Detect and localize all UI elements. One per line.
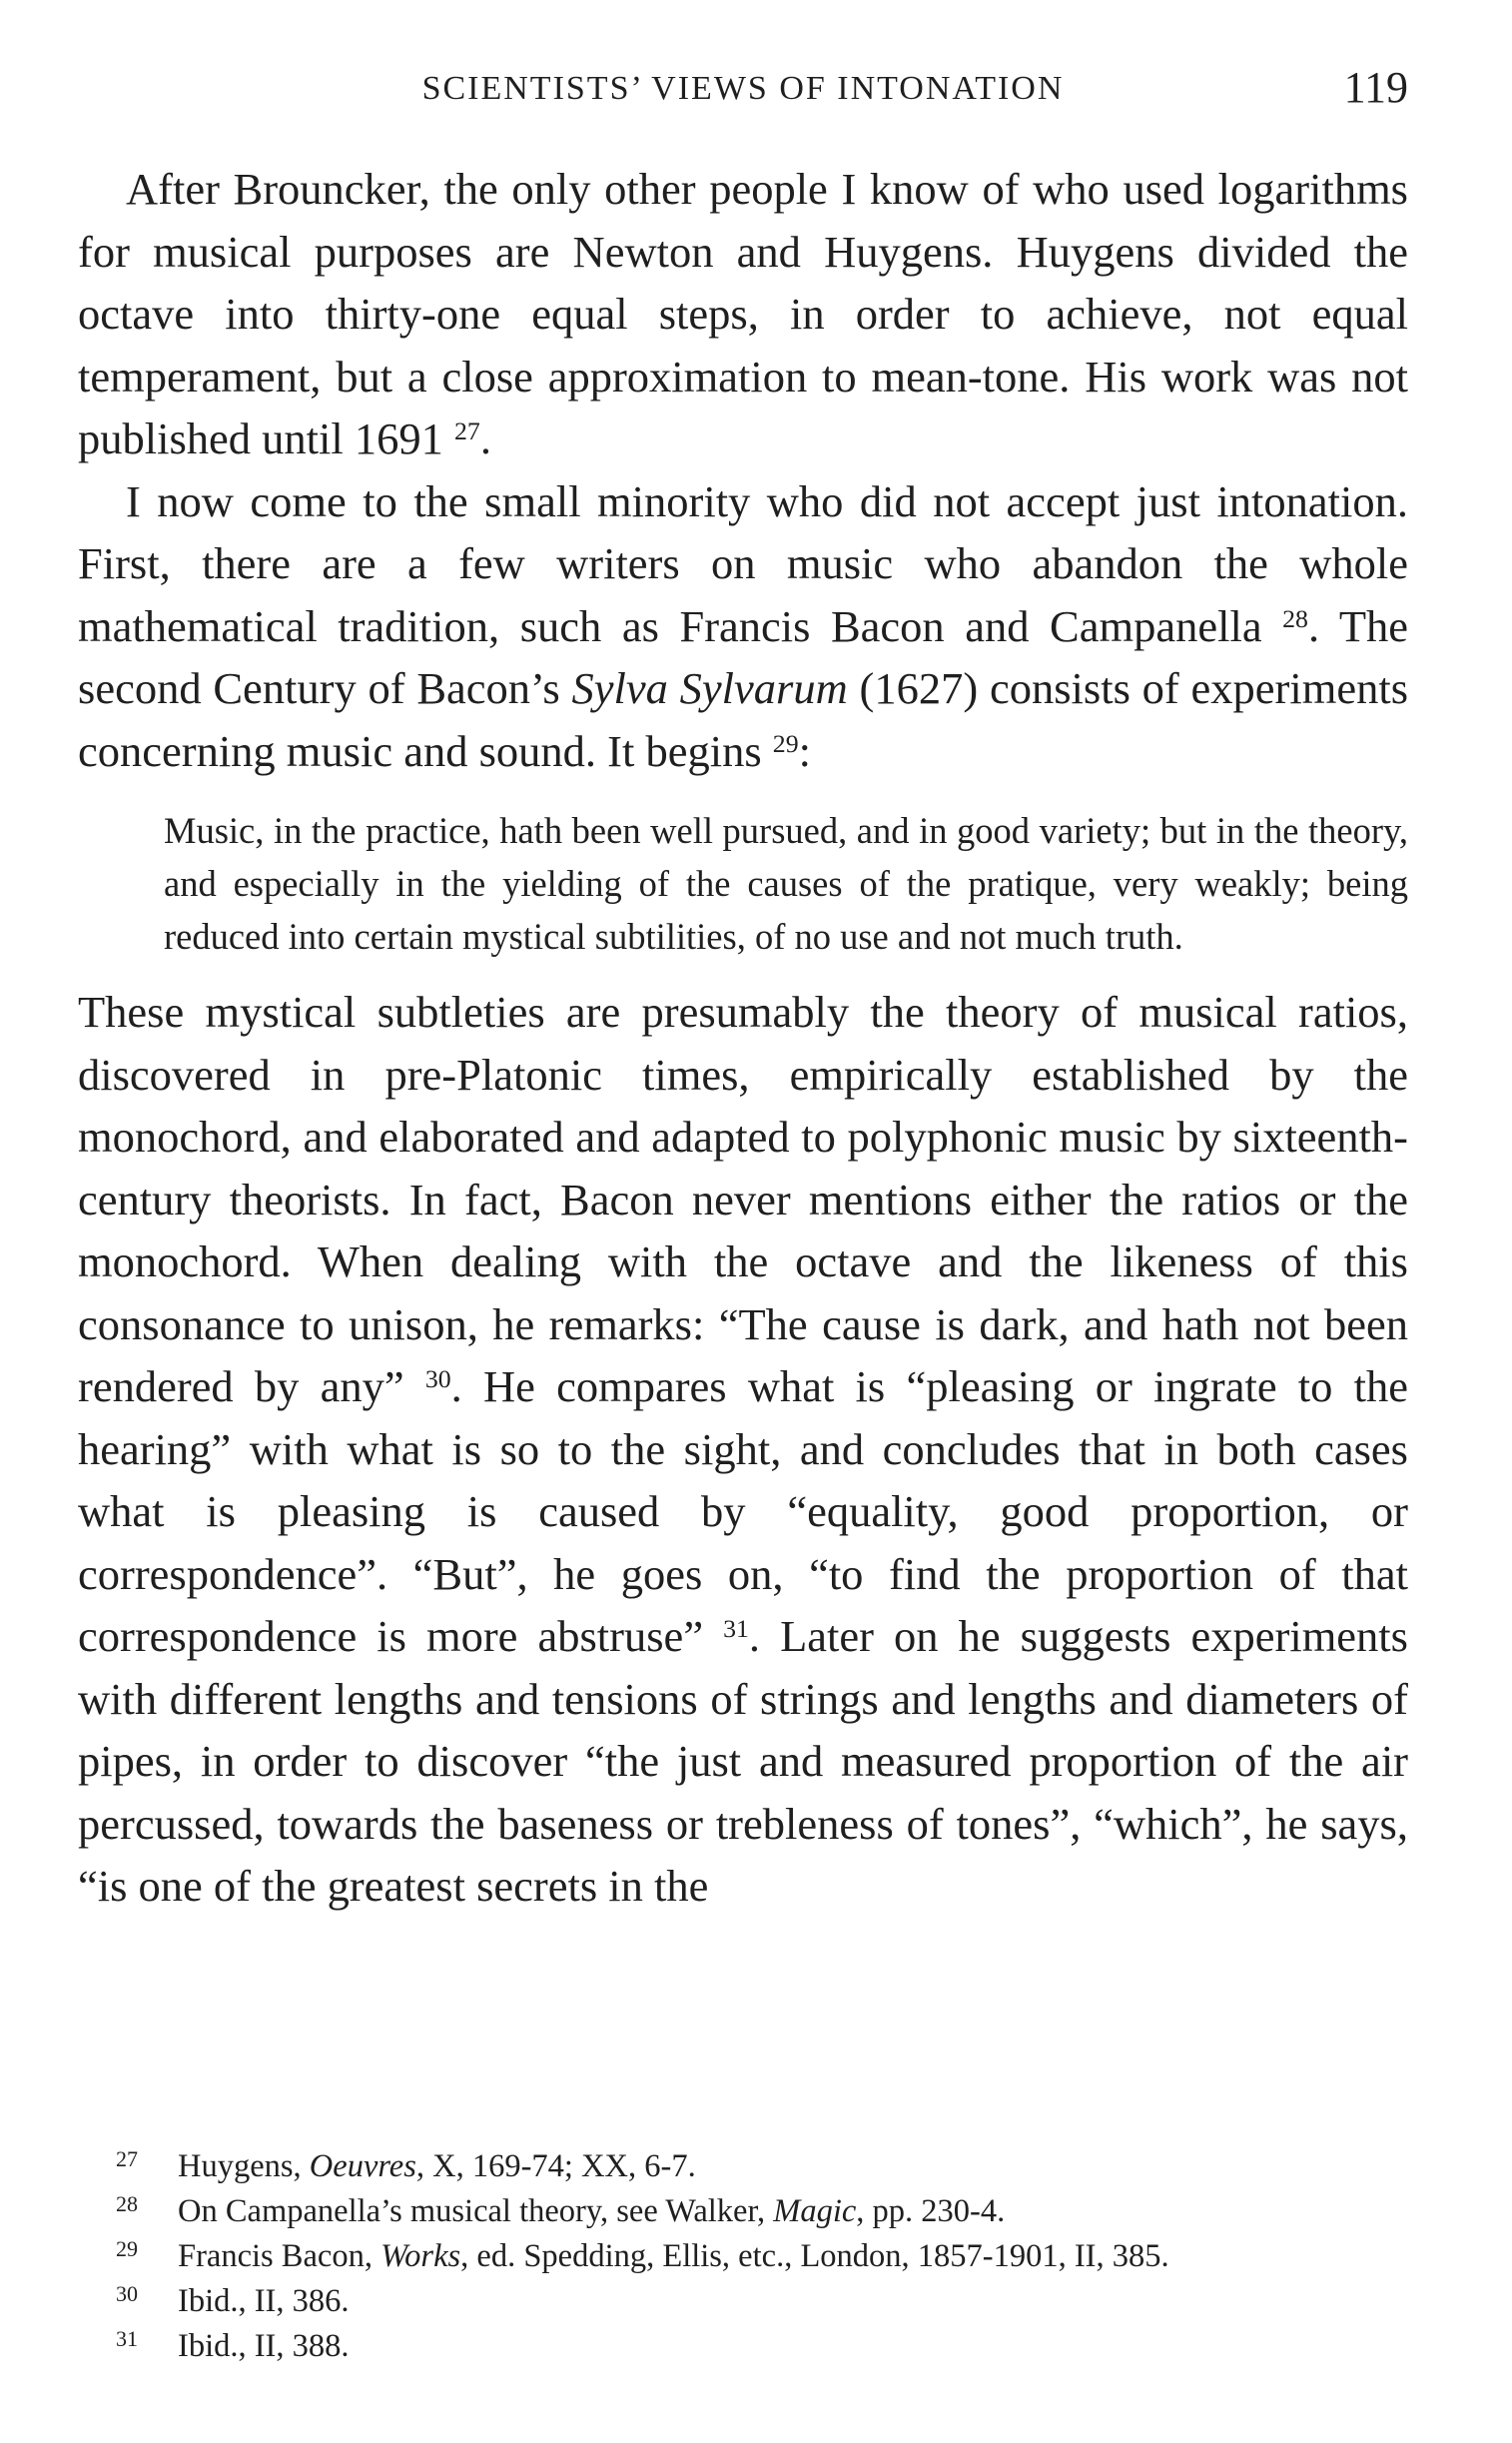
footnote-ref-28: 28: [1282, 603, 1308, 633]
footnote-ref-30: 30: [424, 1363, 451, 1393]
paragraph-2-text-4: :: [798, 725, 811, 776]
footnote: [78, 2145, 1408, 2190]
footnote-number: 31: [116, 2326, 138, 2351]
footnote: [78, 2325, 1408, 2370]
footnote-text-post: , ed. Spedding, Ellis, etc., London, 1857-1901, II, 385.: [460, 2238, 1169, 2274]
paragraph-2-text-2: . The second Century of Bacon’s: [78, 600, 1408, 713]
footnotes: [78, 2145, 1408, 2370]
running-head-title: SCIENTISTS’ VIEWS OF INTONATION: [421, 70, 1065, 107]
footnote-text: [178, 2235, 1408, 2278]
paragraph-3-text-1: These mystical subtleties are presumably the theory of musical ratios, discovered in pre-Platonic times, empirically established by the monochord, and elaborated and adapted to polyphonic music by sixteenth-century theorists. In fact, Bacon never mentions either the ratios or the monochord. When dealing with the octave and the likeness of this consonance to unison, he remarks: “The cause is dark, and hath not been rendered by any”: [78, 987, 1408, 1411]
footnote-text-pre: Ibid., II, 388.: [178, 2328, 350, 2364]
body-text: [78, 158, 1408, 1918]
footnote-number: 27: [116, 2146, 138, 2171]
footnote-text: [178, 2280, 1408, 2323]
paragraph-2-text-1: I now come to the small minority who did not accept just intonation. First, there are a few writers on music who abandon the whole mathematical tradition, such as Francis Bacon and Campanella: [78, 475, 1408, 651]
footnote-text-italic: Oeuvres: [309, 2148, 416, 2184]
footnote-text-post: , pp. 230-4.: [856, 2193, 1006, 2229]
footnote-ref-31: 31: [723, 1613, 749, 1643]
footnote-text-italic: Magic: [773, 2193, 857, 2229]
paragraph-3: [78, 981, 1408, 1918]
running-head: [78, 62, 1408, 118]
footnote: [78, 2190, 1408, 2235]
paragraph-3-text-2: . He compares what is “pleasing or ingrate to the hearing” with what is so to the sight, and concludes that in both cases what is pleasing is caused by “equality, good proportion, or correspondence”. “But”, he goes on, “to find the proportion of that correspondence is more abstruse”: [78, 1361, 1408, 1661]
paragraph-1: [78, 158, 1408, 470]
paragraph-1-text: After Brouncker, the only other people I know of who used logarithms for musical purposes are Newton and Huygens. Huygens divided the octave into thirty-one equal steps, in order to achieve, not equal temperament, but a close approximation to mean-tone. His work was not published until 1691: [78, 164, 1408, 463]
block-quote: Music, in the practice, hath been well pursued, and in good variety; but in the theory, and especially in the yielding of the causes of the pratique, very weakly; being reduced into certain mystical subtilities, of no use and not much truth.: [164, 810, 1408, 957]
footnote-text-post: , X, 169-74; XX, 6-7.: [415, 2148, 696, 2184]
footnote-text: [178, 2325, 1408, 2368]
paragraph-3-text-3: . Later on he suggests experiments with different lengths and tensions of strings and lengths and diameters of pipes, in order to discover “the just and measured proportion of the air percussed, towards the baseness or trebleness of tones”, “which”, he says, “is one of the greatest secrets in the: [78, 1611, 1408, 1911]
paragraph-2: [78, 470, 1408, 783]
footnote-ref-27: 27: [454, 415, 480, 445]
footnote-text-italic: Works: [380, 2238, 461, 2274]
footnote: [78, 2235, 1408, 2280]
footnote-number: 30: [116, 2281, 138, 2306]
book-title-sylva-sylvarum: Sylva Sylvarum: [571, 663, 848, 713]
footnote-text-pre: Huygens,: [178, 2148, 310, 2184]
footnote-ref-29: 29: [772, 728, 799, 758]
paragraph-2-text-3: (1627) consists of experiments concerning music and sound. It begins: [78, 663, 1409, 776]
footnote-number: 29: [116, 2236, 138, 2261]
footnote-text: [178, 2145, 1408, 2188]
footnote-text-pre: Francis Bacon,: [178, 2238, 381, 2274]
paragraph-1-end: .: [479, 413, 491, 463]
footnote-number: 28: [116, 2191, 138, 2216]
footnote-text: [178, 2190, 1408, 2233]
page-number: 119: [1343, 63, 1408, 112]
footnote-text-pre: Ibid., II, 386.: [178, 2283, 350, 2319]
footnote-text-pre: On Campanella’s musical theory, see Walker,: [178, 2193, 774, 2229]
footnote: [78, 2280, 1408, 2325]
